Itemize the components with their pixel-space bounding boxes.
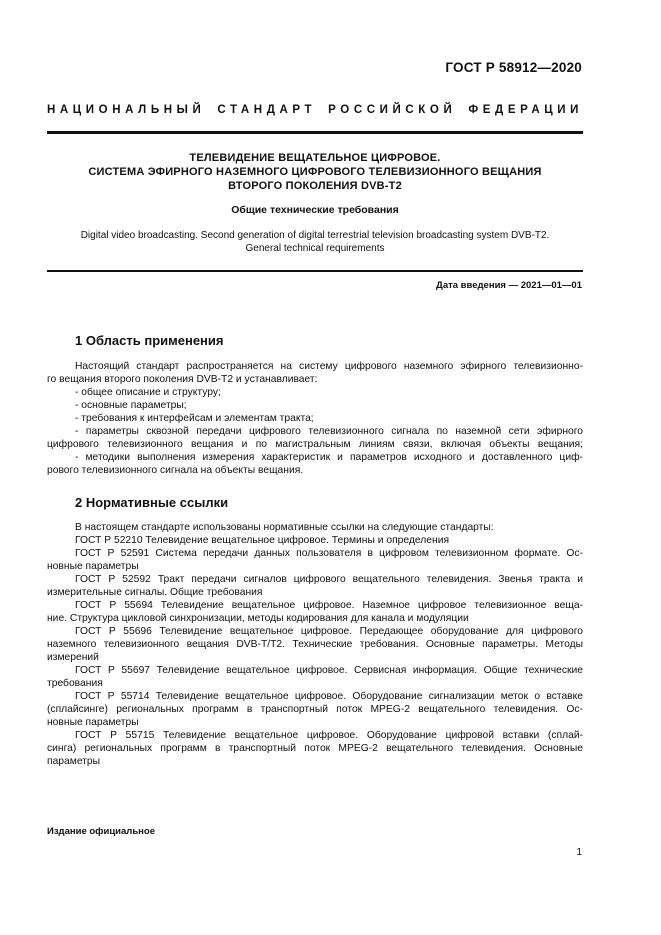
reference-line: ГОСТ Р 55697 Телевидение вещательное цифровое. Сервисная информация. Общие технические [75,665,583,676]
reference-line: измерительные сигналы. Общие требования [47,587,263,598]
introduction-date: Дата введения — 2021—01—01 [436,280,582,291]
reference-line: ГОСТ Р 55696 Телевидение вещательное цифровое. Передающее оборудование для цифрового [75,626,583,637]
reference-line: наземного телевизионного вещания DVB-T/T2. Технические требования. Основные параметры. Методы [47,639,583,650]
document-code: ГОСТ Р 58912—2020 [445,60,582,75]
reference-line: ГОСТ Р 52591 Система передачи данных пользователя в цифровом телевизионном формате. Ос- [75,548,583,559]
reference-line: ГОСТ Р 55715 Телевидение вещательное цифровое. Оборудование цифровой вставки (сплай- [75,730,583,741]
reference-line: измерений [47,652,99,663]
text-line: Настоящий стандарт распространяется на систему цифрового наземного эфирного телевизионно- [75,361,583,372]
reference-line: требования [47,678,103,689]
national-standard-banner: НАЦИОНАЛЬНЫЙ СТАНДАРТ РОССИЙСКОЙ ФЕДЕРАЦИИ [47,104,583,116]
reference-line: ГОСТ Р 52592 Тракт передачи сигналов цифрового вещательного телевидения. Звенья тракта и [75,574,583,585]
text-line: рового телевизионного сигнала на объекты вещания. [47,465,304,476]
english-title-line-1: Digital video broadcasting. Second generation of digital terrestrial television broadcasting system DVB-T2. [80,230,550,241]
list-item: - параметры сквозной передачи цифрового телевизионного сигнала по наземной сети эфирного [75,426,583,437]
reference-line: синга) региональных программ в транспортный поток MPEG-2 вещательного телевидения. Основные [47,743,583,754]
subtitle: Общие технические требования [231,204,399,216]
reference-line: ГОСТ Р 52210 Телевидение вещательное цифровое. Термины и определения [75,535,450,546]
list-item: - методики выполнения измерения характеристик и параметров исходного и доставленного циф- [75,452,583,463]
title-block [47,151,583,255]
reference-line: новные параметры [47,561,139,572]
reference-line: параметры [47,756,101,767]
list-item: - основные параметры; [75,400,187,411]
text-line: В настоящем стандарте использованы нормативные ссылки на следующие стандарты: [75,522,494,533]
reference-line: ние. Структура цикловой синхронизации, методы кодирования для канала и модуляции [47,613,469,624]
title-line-1: ТЕЛЕВИДЕНИЕ ВЕЩАТЕЛЬНОЕ ЦИФРОВОЕ. [189,152,441,164]
reference-line: ГОСТ Р 55694 Телевидение вещательное цифровое. Наземное цифровое телевизионное веща- [75,600,583,611]
text-line: цифрового телевизионного вещания и по магистральным линиям связи, включая объекты вещания; [47,439,583,450]
edition-label: Издание официальное [47,826,155,837]
text-line: го вещания второго поколения DVB-T2 и устанавливает: [47,374,318,385]
english-title-line-2: General technical requirements [245,243,385,254]
section-1-body [47,360,583,477]
title-line-3: ВТОРОГО ПОКОЛЕНИЯ DVB-T2 [228,180,402,192]
reference-line: новные параметры [47,717,139,728]
reference-line: ГОСТ Р 55714 Телевидение вещательное цифровое. Оборудование сигнализации меток о вставке [75,691,583,702]
title-line-2: СИСТЕМА ЭФИРНОГО НАЗЕМНОГО ЦИФРОВОГО ТЕЛЕВИЗИОННОГО ВЕЩАНИЯ [88,166,542,178]
header-divider [47,131,583,134]
list-item: - общее описание и структуру; [75,387,221,398]
reference-line: (сплайсинге) региональных программ в транспортный поток MPEG-2 вещательного телевидения. Ос- [47,704,583,715]
title-divider [47,270,583,272]
section-2-heading: 2 Нормативные ссылки [75,495,229,510]
section-1-heading: 1 Область применения [75,333,224,348]
section-2-body [47,521,583,768]
list-item: - требования к интерфейсам и элементам тракта; [75,413,314,424]
page-number: 1 [576,847,582,858]
